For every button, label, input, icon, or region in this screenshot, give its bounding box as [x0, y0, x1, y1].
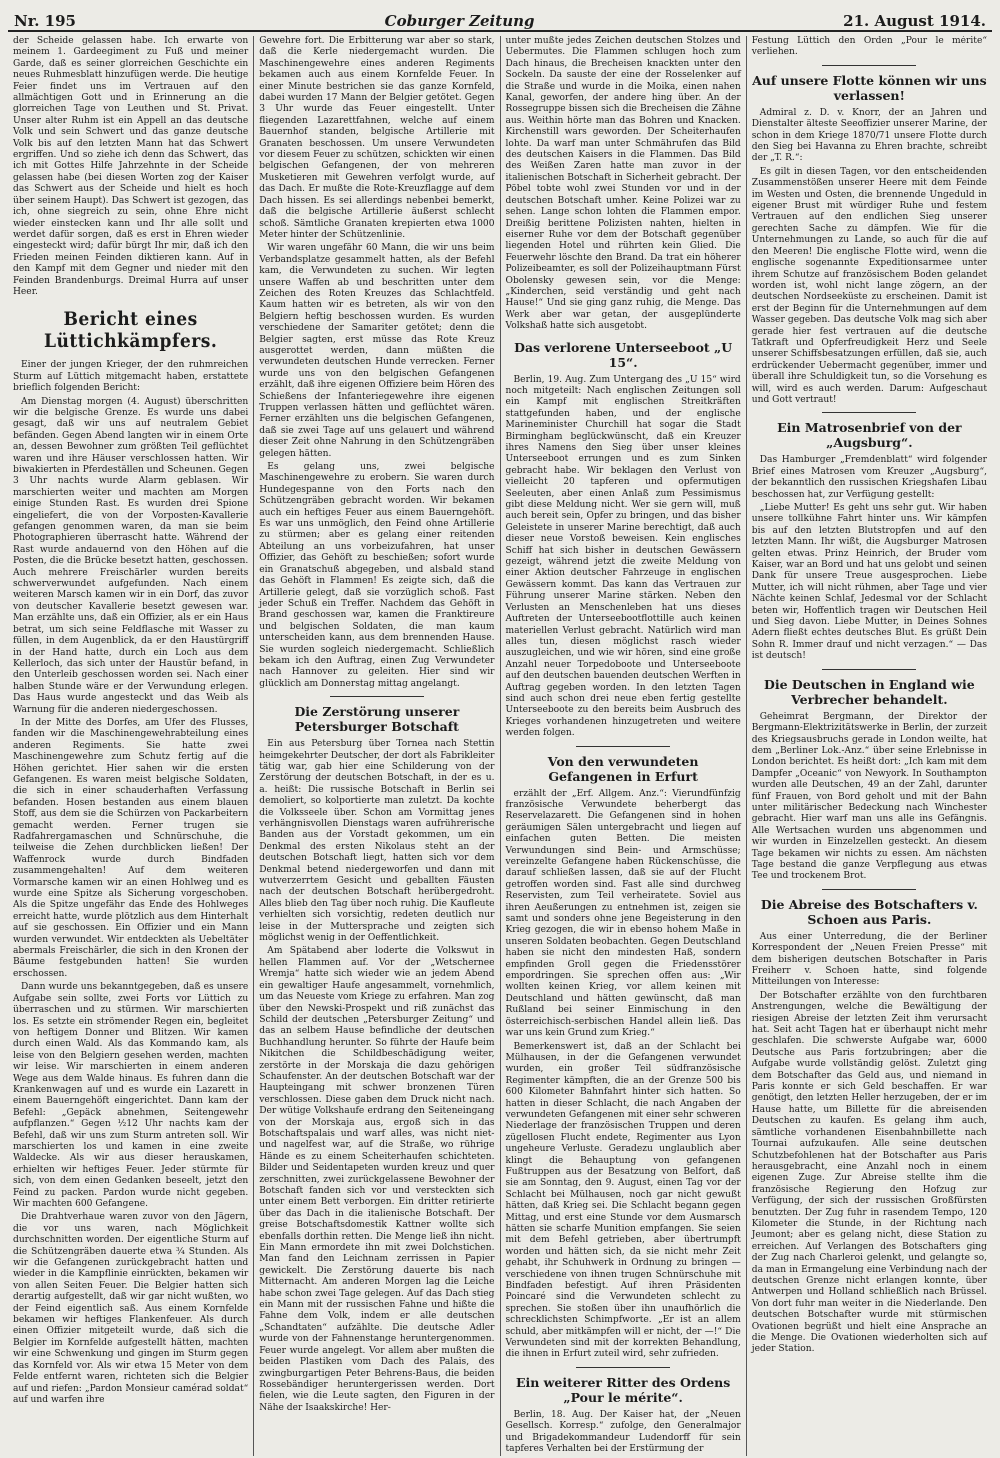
headline-germans-in-england: Die Deutschen in England wie Verbrecher behandelt. — [764, 676, 975, 707]
article-text: Wir waren ungefähr 60 Mann, die wir uns beim Verbandsplatze gesammelt hatten, als der Befehl kam, die Verwundeten zu suchen. Wir legten unsere Waffen ab und beschritten unter dem Zeichen des Roten Kreuzes das Schlachtfeld. Kaum hatten wir es betreten, als wir von den Belgiern heftig beschossen wurden. Es wurden verschiedene der Samariter getötet; denn die Belgier sagten, erst müsse das Rote Kreuz ausgerottet werden, dann müßten die verwundeten deutschen Hunde verrecken. Ferner wurde uns von den belgischen Gefangenen erzählt, daß ihre eigenen Offiziere beim Hören des Schießens der Infanteriegewehre ihre eigenen Truppen verlassen hätten und geflüchtet wären. Ferner erzählten uns die belgischen Gefangenen, daß sie zwei Tage auf uns gelauert und während dieser Zeit ohne Nahrung in den Schützengräben gelegen hätten. — [259, 243, 495, 459]
article-text: Am Spätabend aber loderte die Volkswut in hellen Flammen auf. Vor der „Wetschernee Wremja“ hatte sich wieder wie an jedem Abend ein gewaltiger Haufe angesammelt, vornehmlich, um das Neueste vom Kriege zu erfahren. Man zog über den Newski-Prospekt und riß zunächst das Schild der deutschen „Petersburger Zeitung“ und das an selbem Hause befindliche der deutschen Buchhandlung herunter. So führte der Haufe beim Nikitchen die Schildbeschädigung weiter, zerstörte in der Morskaja die dazu gehörigen Schaufenster. An der deutschen Botschaft war der Haupteingang mit schwer bronzenen Türen verschlossen. Diese gaben dem Druck nicht nach. Der wütige Volkshaufe erdrang den Seiteneingang von der Morskaja aus, ergoß sich in das Botschaftspalais und warf alles, was nicht niet- und nagelfest war, auf die Straße, wo rührige Hände es zu einem Scheiterhaufen schichteten. Bilder und Seidentapeten wurden kreuz und quer zerschnitten, zwei zurückgelassene Bewohner der Botschaft fanden sich vor und versteckten sich unter einem Bett verborgen. Ein dritter retirierte über das Dach in die italienische Botschaft. Der greise Botschaftsdomestik Kattner wollte sich ebenfalls dorthin retten. Die Menge ließ ihn nicht. Ein Mann ermordete ihn mit zwei Dolchstichen. Man fand den Leichnam zerrissen in Papier gewickelt. Die Zerstörung dauerte bis nach Mitternacht. Am anderen Morgen lag die Leiche habe schon zwei Tage gelegen. Auf das Dach stieg ein Mann mit der russischen Fahne und hißte die Fahne dem Volk, indem er alle deutschen „Schandtaten“ aufzählte. Die deutsche Adler wurde von der Fahnenstange heruntergenommen. Feuer wurde angelegt. Vor allem aber mußten die beiden Plastiken vom Dach des Palais, des zwingburgartigen Peter Behrens-Baus, die beiden Rossebändiger heruntergerissen werden. Dort fielen, wie die Leute sagten, den Figuren in der Nähe der Isaakskirche! Her- — [259, 946, 495, 1413]
divider — [822, 412, 916, 413]
headline-fleet: Auf unsere Flotte können wir uns verlassen! — [752, 72, 987, 103]
headline-pour-le-merite: Ein weiterer Ritter des Ordens „Pour le mérite“. — [515, 1374, 731, 1405]
article-text: Bemerkenswert ist, daß an der Schlacht bei Mülhausen, in der die Gefangenen verwundet wurden, ein großer Teil südfranzösische Regimenter kämpften, die an der Grenze 500 bis 600 Kilometer Bahnfahrt hinter sich hatten. So hatten in dieser Schlacht, die nach Angaben der verwundeten Gefangenen mit einer sehr schweren Niederlage der französischen Truppen und deren zügellosen Flucht endete, Regimenter aus Lyon ungeheure Verluste. Geradezu unglaublich aber klingt die Behauptung von gefangenen Fußtruppen aus der Besatzung von Belfort, daß sie am Sonntag, den 9. August, einen Tag vor der Schlacht bei Mülhausen, noch gar nicht gewußt hätten, daß Krieg sei. Die Schlacht begann gegen Mittag, und erst eine Stunde vor dem Ausmarsch hätten sie scharfe Munition empfangen. Sie seien mit dem Befehl getrieben, aber übertrumpft worden und hätten sich, da sie nicht mehr Zeit gehabt, ihr Schuhwerk in Ordnung zu bringen — verschiedene von ihnen trugen Schnürschuhe mit Bindfaden befestigt. Auf ihren Präsidenten Poincaré sind die Verwundeten schlecht zu sprechen. Sie stoßen über ihn unaufhörlich die schrecklichsten Schimpfworte. „Er ist an allem schuld, aber mitkämpfen will er nicht, der —!“ Die Verwundeten sind mit der korrekten Behandlung, die ihnen in Erfurt zuteil wird, sehr zufrieden. — [505, 1041, 741, 1360]
headline-schoen-departure: Die Abreise des Botschafters v. Schoen aus Paris. — [760, 896, 978, 927]
article-text: Die Drahtverhaue waren zuvor von den Jägern, die vor uns waren, nach Möglichkeit durchschnitten worden. Der eigentliche Sturm auf die Schützengräben dauerte etwa ¾ Stunden. Als wir die Gefangenen zurückgebracht hatten und wieder in die Kampflinie einrückten, bekamen wir von allen Seiten Feuer. Die Belgier hatten sich derartig aufgestellt, daß wir gar nicht wußten, wo der Feind eigentlich saß. Aus einem Kornfelde bekamen wir heftiges Flankenfeuer. Als durch einen Offizier mitgeteilt wurde, daß sich die Belgier im Kornfelde aufgestellt hätten, machten wir eine Schwenkung und gingen im Sturm gegen das Kornfeld vor. Als wir etwa 15 Meter von dem Felde entfernt waren, richteten sich die Belgier auf und riefen: „Pardon Monsieur camérad soldat“ auf und warfen ihre — [13, 1212, 249, 1405]
divider — [576, 1367, 670, 1368]
column-4 — [747, 36, 992, 1456]
issue-date: 21. August 1914. — [843, 12, 986, 30]
column-2 — [254, 36, 500, 1456]
headline-erfurt-prisoners: Von den verwundeten Gefangenen in Erfurt — [547, 753, 699, 784]
headline-luettich-report: Bericht eines Lüttichkämpfers. — [43, 308, 218, 353]
article-text: Es gelang uns, zwei belgische Maschinengewehre zu erobern. Sie waren durch Hundegespanne von den Forts nach den Schützengräben gebracht worden. Wir bekamen auch ein heftiges Feuer aus einem Bauerngehöft. Es war uns unmöglich, den Feind ohne Artillerie zu stürmen; aber es gelang einer reitenden Abteilung an uns vorbeizufahren, hat unser Offizier, das Gehöft zu beschießen; sofort wurde ein Granatschuß abgegeben, und alsbald stand das Gehöft in Flammen! Es zeigte sich, daß die Artillerie gelegt, daß sie vorzüglich schoß. Fast jeder Schuß ein Treffer. Nachdem das Gehöft in Brand geschossen war, kamen die Franktireure und belgischen Soldaten, die man kaum unterscheiden kann, aus dem brennenden Hause. Sie wurden sogleich niedergemacht. Schließlich bekam ich den Auftrag, einen Zug Verwundeter nach Hannover zu geleiten. Hier sind wir glücklich am Donnerstag mittag angelangt. — [259, 462, 495, 689]
article-text: unter mußte jedes Zeichen deutschen Stolzes und Uebermutes. Die Flammen schlugen hoch zum Dach hinaus, die Brecheisen knackten unter den Sockeln. Da sauste der eine der Rosselenker auf die Straße und wurde in die Moika, einen nahen Kanal, geworfen, der andere hing über. An der Rossegruppe bissen sich die Brecheisen die Zähne aus. Weithin hörte man das Bohren und Knacken. Kirchenstill wars geworden. Der Scheiterhaufen lohte. Da warf man unter Schmährufen das Bild des deutschen Kaisers in die Flammen. Das Bild des Weißen Zaren hatte man zuvor in der italienischen Botschaft in Sicherheit gebracht. Der Pöbel tobte wohl zwei Stunden vor und in der deutschen Botschaft umher. Keine Polizei war zu sehen. Lange schon lohten die Flammen empor. Dreißig berittene Polizisten nahten, hielten in eiserner Ruhe vor dem der Botschaft gegenüber liegenden Hotel und rührten kein Glied. Die Feuerwehr löschte den Brand. Da trat ein höherer Polizeibeamter, es soll der Polizeihauptmann Fürst Obolensky gewesen sein, vor die Menge: „Kinderchen, seid verständig und geht nach Hause!“ Und sie ging ganz ruhig, die Menge. Das Werk aber war getan, der ausgeplünderte Volkshaß hatte sich ausgetobt. — [505, 36, 741, 332]
masthead — [8, 4, 992, 32]
article-text: der Scheide gelassen habe. Ich erwarte von meinem 1. Gardeegiment zu Fuß und meiner Garde, daß es seiner glorreichen Geschichte ein neues Ruhmesblatt hinzufügen werde. Die heutige Feier findet uns im Vertrauen auf den allmächtigen Gott und in Erinnerung an die glorreichen Tage von Leuthen und St. Privat. Unser alter Ruhm ist ein Appell an das deutsche Volk und sein Schwert und das ganze deutsche Volk bis auf den letzten Mann hat das Schwert ergriffen. Und so ziehe ich denn das Schwert, das ich mit Gottes Hilfe Jahrzehnte in der Scheide gelassen habe (bei diesen Worten zog der Kaiser das Schwert aus der Scheide und hielt es hoch über seinem Haupt). Das Schwert ist gezogen, das ich, ohne siegreich zu sein, ohne Ehre nicht wieder einstecken kann und Ihr alle sollt und werdet dafür sorgen, daß es erst in Ehren wieder eingesteckt wird; dafür bürgt Ihr mir, daß ich den Frieden meinen Feinden diktieren kann. Auf in den Kampf mit dem Gegner und nieder mit den Feinden Brandenburgs. Dreimal Hurra auf unser Heer. — [13, 36, 249, 297]
article-text: In der Mitte des Dorfes, am Ufer des Flusses, fanden wir die Maschinengewehrabteilung eines anderen Regiments. Sie hatte zwei Maschinengewehre zum Schutz fertig auf die Höhen gerichtet. Hier sahen wir die ersten Gefangenen. Es waren meist belgische Soldaten, die sich in einer schauderhaften Verfassung befanden. Hosen bestanden aus einem blauen Stoff, aus dem sie die Schürzen von Packarbeitern gemacht werden. Ferner trugen sie Radfahrergamaschen und Schnürschuhe, die teilweise die Zehen durchblicken ließen! Der Waffenrock wurde durch Bindfaden zusammengehalten! Auf dem weiteren Vormarsche kamen wir an einen Hohlweg und es wurde eine Spitze als Sicherung vorgeschoben. Als die Spitze ungefähr das Ende des Hohlweges erreicht hatte, wurde plötzlich aus dem Hinterhalt auf sie geschossen. Ein Offizier und ein Mann wurden verwundet. Wir entdeckten als Uebeltäter abermals Freischärler, die sich in den Kronen der Bäume festgebunden hatten! Sie wurden erschossen. — [13, 717, 249, 979]
divider — [330, 696, 424, 697]
article-text: erzählt der „Erf. Allgem. Anz.“: Vierundfünfzig französische Verwundete beherbergt das Reservelazarett. Die Gefangenen sind in hohen geräumigen Sälen untergebracht und liegen auf einfachen guten Betten. Die meisten Verwundungen sind Bein- und Armschüsse; vereinzelte Gefangene haben Rückenschüsse, die darauf schließen lassen, daß sie auf der Flucht getroffen worden sind. Fast alle sind durchweg Reservisten, zum Teil verheiratete. Soviel aus ihren Aeußerungen zu entnehmen ist, zeigen sie samt und sonders ohne jene Begeisterung in den Krieg gezogen, die wir in ebenso hohem Maße in unseren Soldaten beobachten. Gegen Deutschland haben sie nicht den mindesten Haß, sondern empfinden Groll gegen die Friedensstörer empordringen. Sie sprechen offen aus: „Wir wollten keinen Krieg, vor allem keinen mit Deutschland und hätten gewünscht, daß man Rußland bei seiner Einmischung in den österreichisch-serbischen Handel allein ließ. Das war uns kein Grund zum Krieg.“ — [505, 788, 741, 1039]
article-text: Der Botschafter erzählte von den furchtbaren Anstrengungen, welche die Bewältigung der riesigen Abreise der letzten Zeit ihm verursacht hat. Seit acht Tagen hat er überhaupt nicht mehr geschlafen. Die schwerste Aufgabe war, 6000 Deutsche aus Paris fortzubringen; aber die Aufgabe wurde vollständig gelöst. Zuletzt ging dem Botschafter das Geld aus, und niemand in Paris konnte er sich Geld beschaffen. Er war genötigt, den letzten Heller herzugeben, der er im Hause hatte, um Billette für die abreisenden Deutschen zu kaufen. Es gelang ihm auch, sämtliche vorhandenen Eisenbahnbillette nach Tournai aufzukaufen. Alle seine deutschen Schutzbefohlenen hat der Botschafter aus Paris herausgebracht, eine Anzahl noch in einem eigenen Zuge. Zur Abreise stellte ihm die französische Regierung den Hofzug zur Verfügung, der sich der russischen Großfürsten benutzten. Der Zug fuhr in rasendem Tempo, 120 Kilometer die Stunde, in der Richtung nach Jeumont; aber es gelang nicht, diese Station zu erreichen. Auf Verlangen des Botschafters ging der Zug nach Charleroi gelenkt, und gelangte so, da man in Ermangelung eine Verbindung nach der deutschen Grenze nicht erlangen konnte, über Antwerpen und Holland schließlich nach Brüssel. Von dort fuhr man weiter in die Niederlande. Den deutschen Botschafter wurde mit stürmischen Ovationen begrüßt und hielt eine Ansprache an die Menge. Die Ovationen wiederholten sich auf jeder Station. — [751, 990, 987, 1355]
article-text: Am Dienstag morgen (4. August) überschritten wir die belgische Grenze. Es wurde uns dabei gesagt, daß wir uns auf neutralem Gebiet befänden. Gegen Abend langten wir in einem Orte an, dessen Bewohner zum größten Teil geflüchtet waren und ihre Häuser verschlossen hatten. Wir biwakierten in Pferdeställen und Scheunen. Gegen 3 Uhr nachts wurde Alarm geblasen. Wir marschierten weiter und machten am Morgen einige Stunden Rast. Es wurden drei Spione eingeliefert, die von der Vorposten-Kavallerie gefangen genommen waren, da man sie beim Photographieren überrascht hatte. Während der Rast wurde andauernd von den Höhen auf die Posten, die die Brücke besetzt hatten, geschossen. Auch mehrere Freischärler wurden bereits schwerverwundet aufgefunden. Nach einem weiteren Marsch kamen wir in ein Dorf, das zuvor von deutscher Kavallerie besetzt gewesen war. Man erzählte uns, daß ein Offizier, als er ein Haus betrat, um sich seine Feldflasche mit Wasser zu füllen, in dem Augenblick, da er den Haustürgriff in der Hand hatte, durch ein Loch aus dem Kellerloch, das sich unter der Haustür befand, in den Unterleib geschossen worden sei. Nach einer halben Stunde wäre er der Verwundung erlegen. Das Haus wurde angesteckt und das Weib als Warnung für die anderen niedergeschossen. — [13, 396, 249, 715]
article-text: Admiral z. D. v. Knorr, der an Jahren und Dienstalter älteste Seeoffizier unserer Marine, der schon in dem Kriege 1870/71 unsere Flotte durch den Sieg bei Havanna zu Ehren brachte, schreibt der „T. R.“: — [751, 107, 987, 164]
article-text: Geheimrat Bergmann, der Direktor der Bergmann-Elektrizitätswerke in Berlin, der zurzeit des Kriegsausbruchs gerade in London weilte, hat dem „Berliner Lok.-Anz.“ über seine Erlebnisse in London berichtet. Es heißt dort: „Ich kam mit dem Dampfer „Oceanic“ von Newyork. In Southampton wurden alle Deutschen, 49 an der Zahl, darunter fünf Frauen, von Bord geholt und mit der Bahn unter militärischer Bedeckung nach Winchester gebracht. Hier warf man uns alle ins Gefängnis. Alle Wertsachen wurden uns abgenommen und wir wurden in Einzelzellen gesteckt. An diesem Tage bekamen wir nichts zu essen. Am nächsten Tage bestand die ganze Verpflegung aus etwas Tee und trockenem Brot. — [751, 711, 987, 882]
divider — [822, 889, 916, 890]
headline-petersburg-embassy: Die Zerstörung unserer Petersburger Botschaft — [294, 704, 460, 735]
divider — [822, 669, 916, 670]
article-text: Es gilt in diesen Tagen, vor den entscheidenden Zusammenstößen unserer Heere mit dem Feinde im Westen und Osten, die brennende Ungeduld in eigener Brust mit würdiger Ruhe und festem Vertrauen auf den endlichen Sieg unserer gerechten Sache zu dämpfen. Wie für die Unternehmungen zu Lande, so auch für die auf den Meeren! Die englische Flotte wird, wenn die englische sogenannte Expeditionsarmee unter ihrem Schutze auf französischem Boden gelandet worden ist, wohl nicht lange zögern, an der deutschen Nordseeküste zu erscheinen. Damit ist erst der Beginn für die Unternehmungen auf dem Wasser gegeben. Das deutsche Volk mag sich aber gerade hier fest vertrauen auf die deutsche Tatkraft und Opferfreudigkeit Herz und Seele unserer Schiffsbesatzungen erfüllen, daß sie, auch erdrückender Uebermacht gegenüber, immer und überall ihre Schuldigkeit tun, so die Vorsehung es will, wird es auch werden. Darum: Aufgeschaut und Gott vertraut! — [751, 166, 987, 405]
article-text: Festung Lüttich den Orden „Pour le mérite“ verliehen. — [751, 36, 987, 58]
headline-u15: Das verlorene Unterseeboot „U 15“. — [514, 339, 733, 370]
column-3 — [501, 36, 747, 1456]
issue-number: Nr. 195 — [14, 12, 76, 30]
article-text: „Liebe Mutter! Es geht uns sehr gut. Wir haben unsere tollkühne Fahrt hinter uns. Wir kämpfen bis auf den letzten Blutstropfen und auf den letzten Mann. Ihr wißt, die Augsburger Matrosen gelten etwas. Prinz Heinrich, der Bruder vom Kaiser, war an Bord und hat uns gelobt und seinen Dank für unsere Treue ausgesprochen. Liebe Mutter, ich will nicht rühmen, aber Tage und vier Nächte keinen Schlaf, Jedesmal vor der Schlacht beten wir, Hoffentlich tragen wir Deutschen Heil und Sieg davon. Liebe Mutter, in Deines Sohnes Adern fließt echtes deutsches Blut. Es grüßt Dein Sohn R. Immer drauf und nicht verzagen.“ — Das ist deutsch! — [751, 503, 987, 662]
article-text: Einer der jungen Krieger, der den ruhmreichen Sturm auf Lüttich mitgemacht haben, erstattete brieflich folgenden Bericht: — [13, 360, 249, 394]
column-1 — [8, 36, 254, 1456]
article-text: Berlin, 18. Aug. Der Kaiser hat, der „Neuen Gesellsch. Korresp.“ zufolge, den Generalmajor und Brigadekommandeur Ludendorff für sein tapferes Verhalten bei der Erstürmung der — [505, 1409, 741, 1455]
article-text: Dann wurde uns bekanntgegeben, daß es unsere Aufgabe sein sollte, zwei Forts vor Lüttich zu überraschen und zu stürmen. Wir marschierten los. Es setzte ein strömender Regen ein, begleitet von heftigem Donner und Blitzen. Wir kamen durch einen Wald. Als das Kommando kam, als leise von den Belgiern gesehen werden, machten wir leise. Wir marschierten in einem anderen Wege aus dem Walde hinaus. Es fuhren dann die Krankenwagen auf und es wurde ein Lazarett in einem Bauerngehöft eingerichtet. Dann kam der Befehl: „Gepäck abnehmen, Seitengewehr aufpflanzen.“ Gegen ½12 Uhr nachts kam der Befehl, daß wir uns zum Sturm antreten soll. Wir marschierten los und kamen in eine zweite Waldecke. Als wir aus dieser herauskamen, erhielten wir heftiges Feuer. Jeder stürmte für sich, von dem einen Gedanken beseelt, jetzt den Feind zu packen. Pardon wurde nicht gegeben. Wir machten 600 Gefangene. — [13, 982, 249, 1209]
divider — [576, 746, 670, 747]
article-text: Gewehre fort. Die Erbitterung war aber so stark, daß die Kerle niedergemacht wurden. Die Maschinengewehre eines anderen Regiments bekamen auch aus einem Kornfelde Feuer. In einer Minute bestrichen sie das ganze Kornfeld, dabei wurden 17 Mann der Belgier getötet. Gegen 3 Uhr wurde das Feuer eingestellt. Unter fliegenden Lazarettfahnen, welche auf einem Bauernhof standen, belgische Artillerie mit Granaten beschossen. Um unsere Verwundeten vor diesem Feuer zu schützen, schickten wir einen belgischen Gefangenen, der von mehreren Musketieren mit Gewehren verfolgt wurde, auf das Dach. Er mußte die Rote-Kreuzflagge auf dem Dach hissen. Es sei allerdings nebenbei bemerkt, daß die belgische Artillerie äußerst schlecht schoß. Sämtliche Granaten krepierten etwa 1000 Meter hinter der Schützenlinie. — [259, 36, 495, 240]
column-layout — [8, 36, 992, 1456]
article-text: Berlin, 19. Aug. Zum Untergang des „U 15“ wird noch mitgeteilt: Nach englischen Zeitungen soll ein Kampf mit englischen Streitkräften stattgefunden haben, und der englische Marineminister Churchill hat sogar die Stadt Birmingham beglückwünscht, daß ein Kreuzer ihres Namens den Sieg über unser kleines Unterseeboot errungen und es zum Sinken gebracht habe. Wir beklagen den Verlust von vielleicht 20 tapferen und opfermutigen Seeleuten, aber einen Anlaß zum Pessimismus gibt diese Meldung nicht. Wer sie gern will, muß auch bereit sein, Opfer zu bringen, und das bisher Geleistete in unserer Marine berechtigt, daß auch dieser neue Vorstoß beweisen. Kein englisches Schiff hat sich bisher in deutschen Gewässern gezeigt, während jetzt die zweite Meldung von einer Aktion deutscher Fahrzeuge in englischen Gewässern kommt. Das kann das Vertrauen zur Führung unserer Marine stärken. Neben den Verlusten an Menschenleben hat uns dieses Auftreten der Unterseebootflottille auch keinen materiellen Verlust gebracht. Natürlich wird man alles tun, diesen möglichst rasch wieder auszugleichen, und wie wir hören, sind eine große Anzahl neuer Torpedoboote und Unterseeboote auf den deutschen bauenden deutschen Werften in Auftrag gegeben worden. In den letzten Tagen sind auch schon drei neue eben fertig gestellte Unterseeboote zu den bereits beim Ausbruch des Krieges vorhandenen hinzugetreten und weitere werden folgen. — [505, 374, 741, 739]
article-text: Aus einer Unterredung, die der Berliner Korrespondent der „Neuen Freien Presse“ mit dem bisherigen deutschen Botschafter in Paris Freiherr v. Schoen hatte, sind folgende Mitteilungen von Interesse: — [751, 931, 987, 988]
article-text: Ein aus Petersburg über Tornea nach Stettin heimgekehrter Deutscher, der dort als Fabrikleiter tätig war, gab hier eine Schilderung von der Zerstörung der deutschen Botschaft, in der es u. a. heißt: Die russische Botschaft in Berlin sei demoliert, so kolportierte man zuletzt. Da kochte die Volksseele über. Schon am Vormittag jenes verhängnisvollen Dienstags waren aufrührerische Banden aus der Vorstadt gekommen, um ein Denkmal des ersten Nikolaus steht an der deutschen Botschaft liegt, hatten sich vor dem Denkmal betend niedergeworfen und dann mit wutverzerrtem Gesicht und geballten Fäusten nach der deutschen Botschaft herübergedroht. Alles blieb den Tag über noch ruhig. Die Kaufleute verhielten sich vorsichtig, redeten deutlich nur leise in der Muttersprache und zeigten sich möglichst wenig in der Oeffentlichkeit. — [259, 739, 495, 944]
newspaper-title: Coburger Zeitung — [384, 12, 535, 30]
divider — [822, 65, 916, 66]
article-text: Das Hamburger „Fremdenblatt“ wird folgender Brief eines Matrosen vom Kreuzer „Augsburg“, der bekanntlich den russischen Kriegshafen Libau beschossen hat, zur Verfügung gestellt: — [751, 455, 987, 500]
headline-augsburg-letter: Ein Matrosenbrief von der „Augsburg“. — [777, 420, 962, 451]
